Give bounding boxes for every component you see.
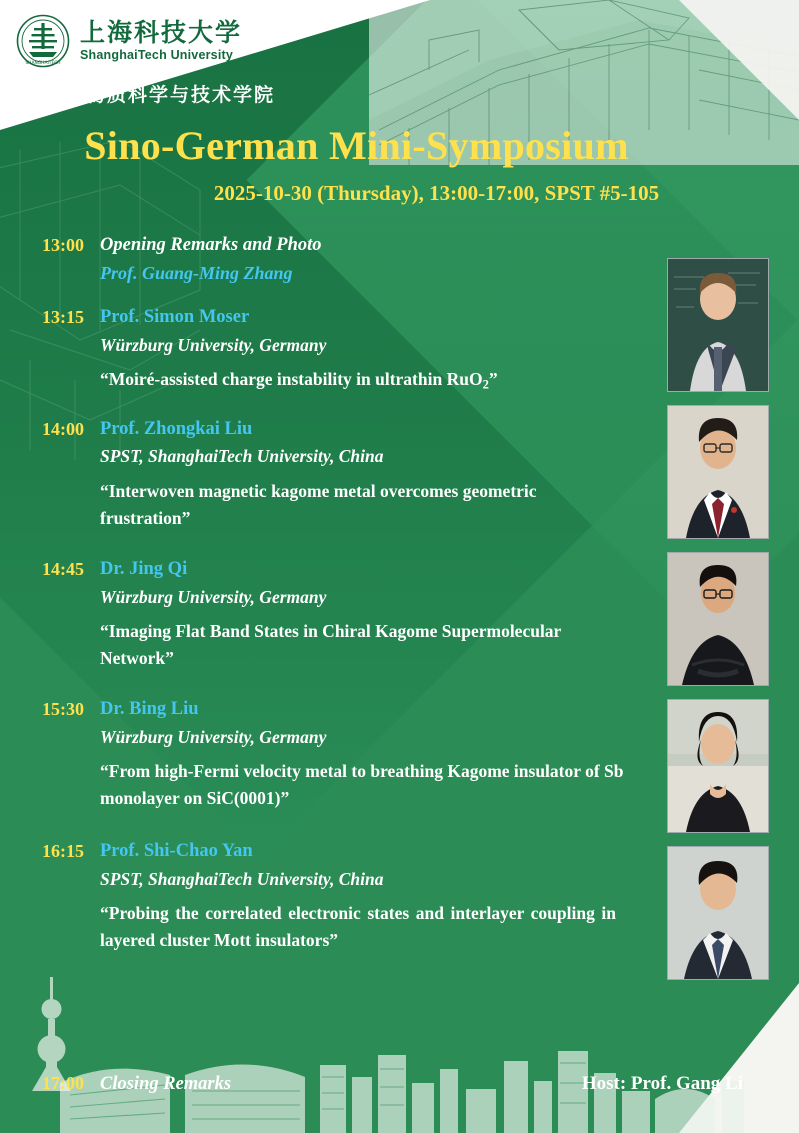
agenda-item-speaker: Prof. Zhongkai Liu <box>100 418 253 439</box>
speaker-photo-shi-chao-yan <box>667 846 769 980</box>
agenda-item-time: 14:45 <box>42 558 84 579</box>
agenda-item-affiliation: Würzburg University, Germany <box>100 334 327 355</box>
agenda-item-talk: “Imaging Flat Band States in Chiral Kagome Supermolecular Network” <box>100 620 562 668</box>
agenda-item <box>0 304 640 395</box>
school-name-cn: 物质科学与技术学院 <box>86 84 276 106</box>
agenda-item-speaker: Prof. Simon Moser <box>100 306 250 327</box>
shanghaitech-seal-logo-icon <box>16 14 70 68</box>
agenda-item-time: 13:15 <box>42 306 84 327</box>
agenda-item-speaker: Dr. Jing Qi <box>100 558 188 579</box>
university-name-cn: 上海科技大学 <box>80 18 243 48</box>
agenda-item <box>0 556 640 672</box>
background-city-skyline-icon <box>0 1003 799 1133</box>
agenda-item-talk <box>100 366 630 395</box>
agenda-item-speaker: Prof. Shi-Chao Yan <box>100 841 253 862</box>
agenda-item-time: 15:30 <box>42 698 84 719</box>
agenda-item-talk: “Interwoven magnetic kagome metal overcomes geometric frustration” <box>100 480 537 528</box>
agenda-item-talk: “Probing the correlated electronic states and interlayer coupling in layered cluster Mott insulators” <box>100 902 616 951</box>
agenda-item-body <box>100 556 640 672</box>
agenda-item-body <box>100 696 640 812</box>
agenda-item-affiliation: SPST, ShanghaiTech University, China <box>100 868 384 889</box>
logo-row <box>16 14 446 68</box>
speaker-photo-simon-moser <box>667 258 769 392</box>
title-block <box>0 122 799 206</box>
svg-text:SHANGHAITECH: SHANGHAITECH <box>25 61 61 66</box>
poster-subtitle: 2025-10-30 (Thursday), 13:00-17:00, SPST #5-105 <box>213 181 660 205</box>
agenda-item-talk: “From high-Fermi velocity metal to breathing Kagome insulator of Sb monolayer on SiC(0001)” <box>100 760 624 808</box>
agenda-item-affiliation: Würzburg University, Germany <box>100 586 327 607</box>
agenda-item <box>0 696 640 812</box>
background-corner-top-right <box>679 0 799 120</box>
agenda-item-affiliation: Würzburg University, Germany <box>100 726 327 747</box>
talk-subscript: 2 <box>482 377 489 392</box>
agenda-item-speaker: Dr. Bing Liu <box>100 698 199 719</box>
university-name-block <box>80 19 242 62</box>
talk-suffix: ” <box>488 368 498 389</box>
speaker-photo-zhongkai-liu <box>667 405 769 539</box>
footer-row <box>0 1073 799 1095</box>
poster-title: Sino-German Mini-Symposium <box>84 123 629 168</box>
agenda-item-title: Opening Remarks and Photo <box>100 235 322 255</box>
footer-host: Host: Prof. Gang Li <box>581 1073 743 1094</box>
agenda-item-body <box>100 416 640 532</box>
poster-header <box>0 0 446 107</box>
agenda-item-time: 13:00 <box>42 235 84 255</box>
agenda-item-body <box>100 232 640 287</box>
speaker-photo-jing-qi <box>667 552 769 686</box>
agenda-item-time: 14:00 <box>42 418 84 439</box>
talk-prefix: “Moiré-assisted charge instability in ultrathin RuO <box>100 368 483 389</box>
agenda-item <box>0 838 640 954</box>
speaker-photo-bing-liu <box>667 699 769 833</box>
agenda-item <box>0 416 640 532</box>
agenda-item-affiliation: SPST, ShanghaiTech University, China <box>100 446 384 467</box>
agenda-item <box>0 232 640 287</box>
agenda-list <box>0 232 640 971</box>
agenda-item-body <box>100 838 640 954</box>
university-name-en: ShanghaiTech University <box>80 47 234 62</box>
speaker-photo-column <box>667 258 767 993</box>
agenda-item-time: 16:15 <box>42 841 84 862</box>
footer-label: Closing Remarks <box>100 1074 232 1094</box>
agenda-item-body <box>100 304 640 395</box>
footer-time: 17:00 <box>42 1073 84 1093</box>
agenda-item-speaker: Prof. Guang-Ming Zhang <box>100 262 293 283</box>
